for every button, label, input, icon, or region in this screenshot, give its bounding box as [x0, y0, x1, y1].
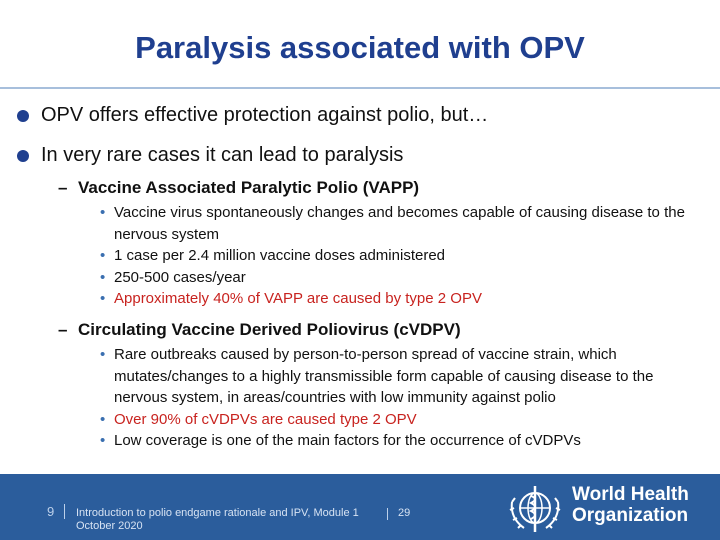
footer-text	[76, 507, 359, 533]
bullet-icon: •	[100, 410, 106, 428]
list-item	[100, 288, 690, 310]
list-item-text: 250-500 cases/year	[114, 268, 246, 286]
list-item	[100, 430, 690, 452]
cvdpv-heading-text: Circulating Vaccine Derived Poliovirus (cVDPV)	[78, 320, 461, 339]
bullet-icon: •	[100, 204, 106, 221]
org-line2: Organization	[572, 505, 689, 526]
footer-bar	[0, 474, 720, 540]
who-emblem-icon	[506, 482, 564, 536]
list-item-text: 1 case per 2.4 million vaccine doses administered	[114, 247, 446, 264]
title-divider	[0, 87, 720, 89]
page-number: 9	[47, 504, 55, 519]
org-line1: World Health	[572, 484, 689, 505]
vapp-list	[100, 202, 690, 310]
bullet-1	[17, 104, 488, 127]
bullet-icon: •	[100, 268, 106, 286]
list-item-text: Vaccine virus spontaneously changes and becomes capable of causing disease to the nervous system	[114, 204, 685, 243]
footer-text-line1: Introduction to polio endgame rationale and IPV, Module 1	[76, 507, 359, 519]
bullet-icon: •	[100, 346, 106, 363]
list-item-text: Approximately 40% of VAPP are caused by type 2 OPV	[114, 290, 482, 307]
bullet-2-text: In very rare cases it can lead to paralysis	[41, 144, 404, 166]
vapp-heading	[58, 178, 419, 198]
footer-divider	[387, 508, 388, 520]
list-item-text: Rare outbreaks caused by person-to-person spread of vaccine strain, which mutates/changes to a highly transmissible form capable of causing disease to the nervous system, in areas/countries with low immunity against polio	[114, 346, 654, 406]
bullet-dot-icon	[17, 150, 29, 162]
cvdpv-list	[100, 344, 690, 452]
slide-number: 29	[398, 507, 411, 519]
dash-icon: –	[58, 178, 68, 197]
bullet-dot-icon	[17, 110, 29, 122]
vapp-heading-text: Vaccine Associated Paralytic Polio (VAPP)	[78, 178, 420, 197]
bullet-2	[17, 144, 403, 167]
footer-divider	[64, 504, 65, 519]
list-item	[100, 409, 690, 431]
list-item-text: Low coverage is one of the main factors for the occurrence of cVDPVs	[114, 432, 581, 449]
list-item	[100, 267, 690, 289]
dash-icon: –	[58, 320, 68, 339]
list-item-text: Over 90% of cVDPVs are caused type 2 OPV	[114, 410, 417, 428]
list-item	[100, 344, 690, 409]
list-item	[100, 202, 690, 245]
bullet-icon: •	[100, 247, 106, 264]
cvdpv-heading	[58, 320, 461, 340]
slide-title: Paralysis associated with OPV	[135, 30, 585, 65]
bullet-icon: •	[100, 432, 106, 449]
footer-text-line2: October 2020	[76, 520, 143, 532]
bullet-icon: •	[100, 290, 106, 307]
bullet-1-text: OPV offers effective protection against polio, but…	[41, 104, 489, 126]
list-item	[100, 245, 690, 267]
who-wordmark	[572, 484, 689, 526]
